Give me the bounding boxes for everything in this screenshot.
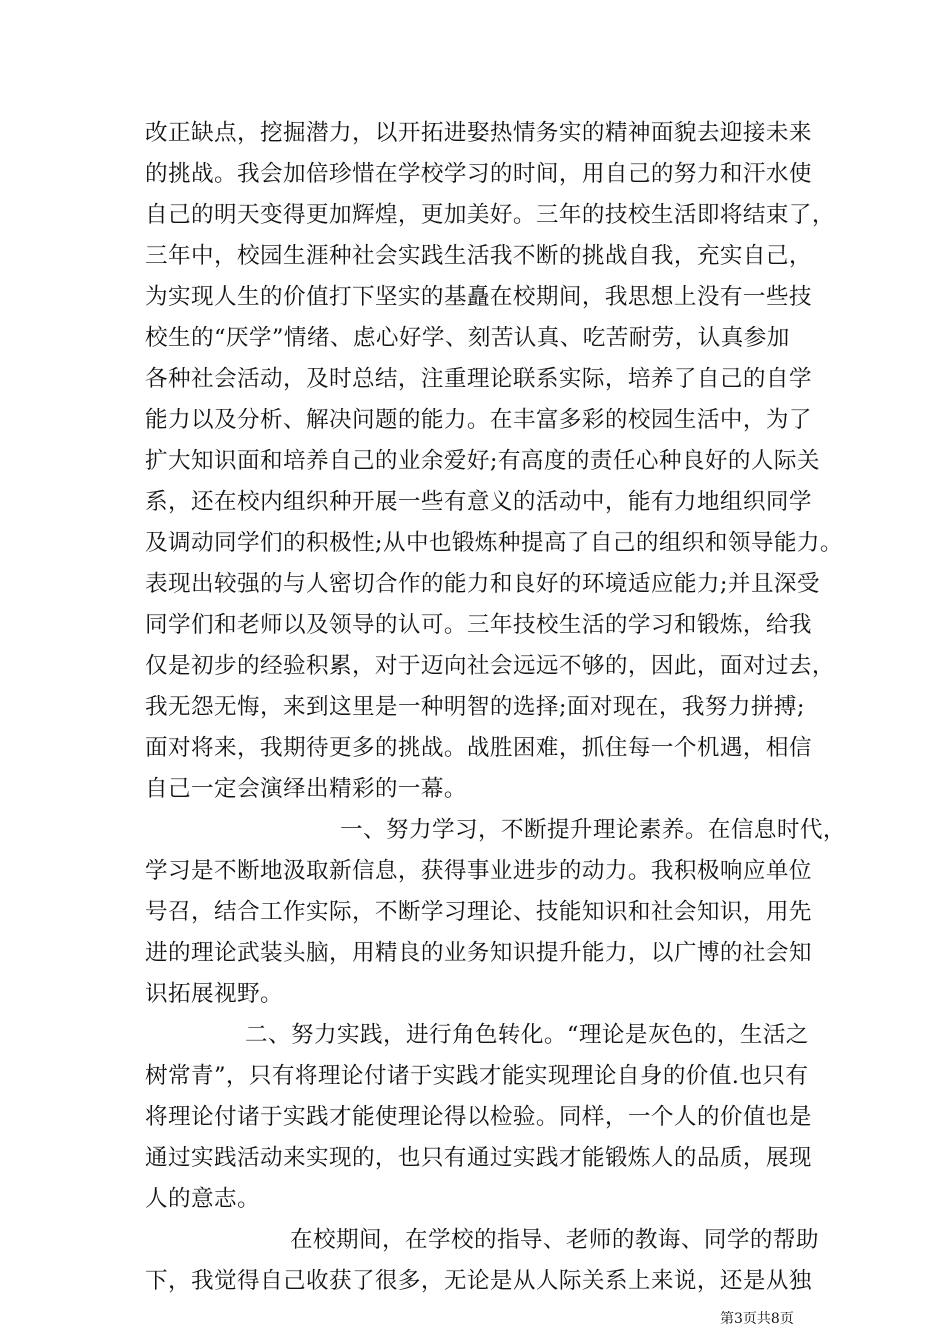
text-line: 的挑战。我会加倍珍惜在学校学习的时间，用自己的努力和汗水使 [145, 161, 812, 187]
text-line: 自己一定会演绎出精彩的一幕。 [145, 776, 467, 802]
section-heading-line: 二、努力实践，进行角色转化。“理论是灰色的，生活之 [245, 1022, 809, 1048]
text-line: 识拓展视野。 [145, 981, 283, 1007]
text-line: 自己的明天变得更加辉煌，更加美好。三年的技校生活即将结束了， [145, 202, 835, 228]
text-line: 仅是初步的经验积累，对于迈向社会远远不够的，因此，面对过去， [145, 653, 835, 679]
text-line: 下，我觉得自己收获了很多，无论是从人际关系上来说，还是从独 [145, 1268, 812, 1294]
text-line: 进的理论武装头脑，用精良的业务知识提升能力，以广博的社会知 [145, 940, 812, 966]
text-line: 三年中，校园生涯种社会实践生活我不断的挑战自我，充实自己， [145, 243, 812, 269]
text-line: 通过实践活动来实现的，也只有通过实践才能锻炼人的品质，展现 [145, 1145, 812, 1171]
text-line: 为实现人生的价值打下坚实的基矗在校期间，我思想上没有一些技 [145, 284, 812, 310]
text-line: 面对将来，我期待更多的挑战。战胜困难，抓住每一个机遇，相信 [145, 735, 812, 761]
text-line: 同学们和老师以及领导的认可。三年技校生活的学习和锻炼，给我 [145, 612, 812, 638]
text-line: 能力以及分析、解决问题的能力。在丰富多彩的校园生活中，为了 [145, 407, 812, 433]
text-line: 校生的“厌学”情绪、虑心好学、刻苦认真、吃苦耐劳，认真参加 [145, 325, 790, 351]
text-line: 改正缺点，挖掘潜力，以开拓进娶热情务实的精神面貌去迎接未来 [145, 120, 812, 146]
paragraph-start-line: 在校期间，在学校的指导、老师的教诲、同学的帮助 [290, 1227, 819, 1253]
text-line: 及调动同学们的积极性;从中也锻炼种提高了自己的组织和领导能力。 [145, 530, 843, 556]
text-line: 将理论付诸于实践才能使理论得以检验。同样，一个人的价值也是 [145, 1104, 812, 1130]
text-line: 我无怨无悔，来到这里是一种明智的选择;面对现在，我努力拼搏; [145, 694, 805, 720]
text-line: 学习是不断地汲取新信息，获得事业进步的动力。我积极响应单位 [145, 858, 812, 884]
section-heading-line: 一、努力学习，不断提升理论素养。在信息时代， [340, 817, 846, 843]
text-line: 扩大知识面和培养自己的业余爱好;有高度的责任心种良好的人际关 [145, 448, 820, 474]
page-number-footer: 第3页共8页 [720, 1311, 794, 1327]
text-line: 表现出较强的与人密切合作的能力和良好的环境适应能力;并且深受 [145, 571, 820, 597]
text-line: 人的意志。 [145, 1186, 260, 1212]
text-line: 树常青”，只有将理论付诸于实践才能实现理论自身的价值.也只有 [145, 1063, 809, 1089]
text-line: 各种社会活动，及时总结，注重理论联系实际，培养了自己的自学 [145, 366, 812, 392]
text-line: 号召，结合工作实际，不断学习理论、技能知识和社会知识，用先 [145, 899, 812, 925]
text-line: 系，还在校内组织种开展一些有意义的活动中，能有力地组织同学 [145, 489, 812, 515]
